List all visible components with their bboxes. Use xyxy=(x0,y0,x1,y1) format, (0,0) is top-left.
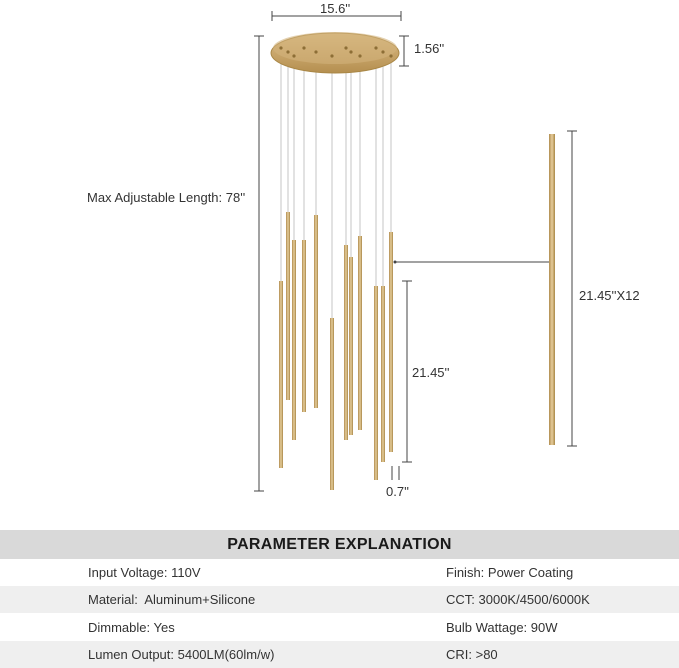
table-row xyxy=(0,614,679,641)
table-title: PARAMETER EXPLANATION xyxy=(227,535,452,553)
table-row xyxy=(0,559,679,586)
tube-length-label: 21.45'' xyxy=(412,365,450,380)
canopy-screw xyxy=(358,54,361,57)
canopy-screw xyxy=(381,50,384,53)
single-tube-detail xyxy=(549,134,555,445)
led-tube xyxy=(330,318,334,490)
canopy-screw xyxy=(344,46,347,49)
canopy-height-label: 1.56'' xyxy=(414,41,445,56)
canopy-screw xyxy=(292,54,295,57)
tube-count-label: 21.45''X12 xyxy=(579,288,640,303)
canopy-screw xyxy=(302,46,305,49)
param-cri: CRI: >80 xyxy=(446,647,498,662)
param-lumen-output: Lumen Output: 5400LM(60lm/w) xyxy=(88,647,275,662)
canopy-diameter-label: 15.6'' xyxy=(320,1,351,16)
led-tube xyxy=(279,281,283,468)
tube-width-label: 0.7'' xyxy=(386,484,410,499)
callout-dot xyxy=(394,261,397,264)
canopy-screw xyxy=(389,54,392,57)
canopy-screw xyxy=(374,46,377,49)
led-tube xyxy=(302,240,306,412)
param-material: Material: Aluminum+Silicone xyxy=(88,592,256,607)
param-bulb-wattage: Bulb Wattage: 90W xyxy=(446,620,558,635)
max-length-label: Max Adjustable Length: 78'' xyxy=(87,190,246,205)
param-input-voltage: Input Voltage: 110V xyxy=(88,565,201,580)
led-tube xyxy=(389,232,393,452)
led-tube xyxy=(344,245,348,440)
canopy-screw xyxy=(279,46,282,49)
led-tube xyxy=(292,240,296,440)
table-header xyxy=(0,530,679,559)
canopy-screw xyxy=(330,54,333,57)
canopy-top xyxy=(273,32,397,64)
parameter-table xyxy=(0,530,679,668)
canopy-screw xyxy=(314,50,317,53)
table-row xyxy=(0,641,679,668)
suspension-wires xyxy=(281,62,391,318)
led-tube xyxy=(314,215,318,408)
canopy-screw xyxy=(286,50,289,53)
param-dimmable: Dimmable: Yes xyxy=(88,620,175,635)
led-tube xyxy=(358,236,362,430)
canopy-screw xyxy=(349,50,352,53)
led-tube xyxy=(374,286,378,480)
param-cct: CCT: 3000K/4500/6000K xyxy=(446,592,590,607)
led-tube xyxy=(286,212,290,400)
table-row xyxy=(0,586,679,613)
led-tube xyxy=(381,286,385,462)
led-tube xyxy=(349,257,353,435)
param-finish: Finish: Power Coating xyxy=(446,565,574,580)
